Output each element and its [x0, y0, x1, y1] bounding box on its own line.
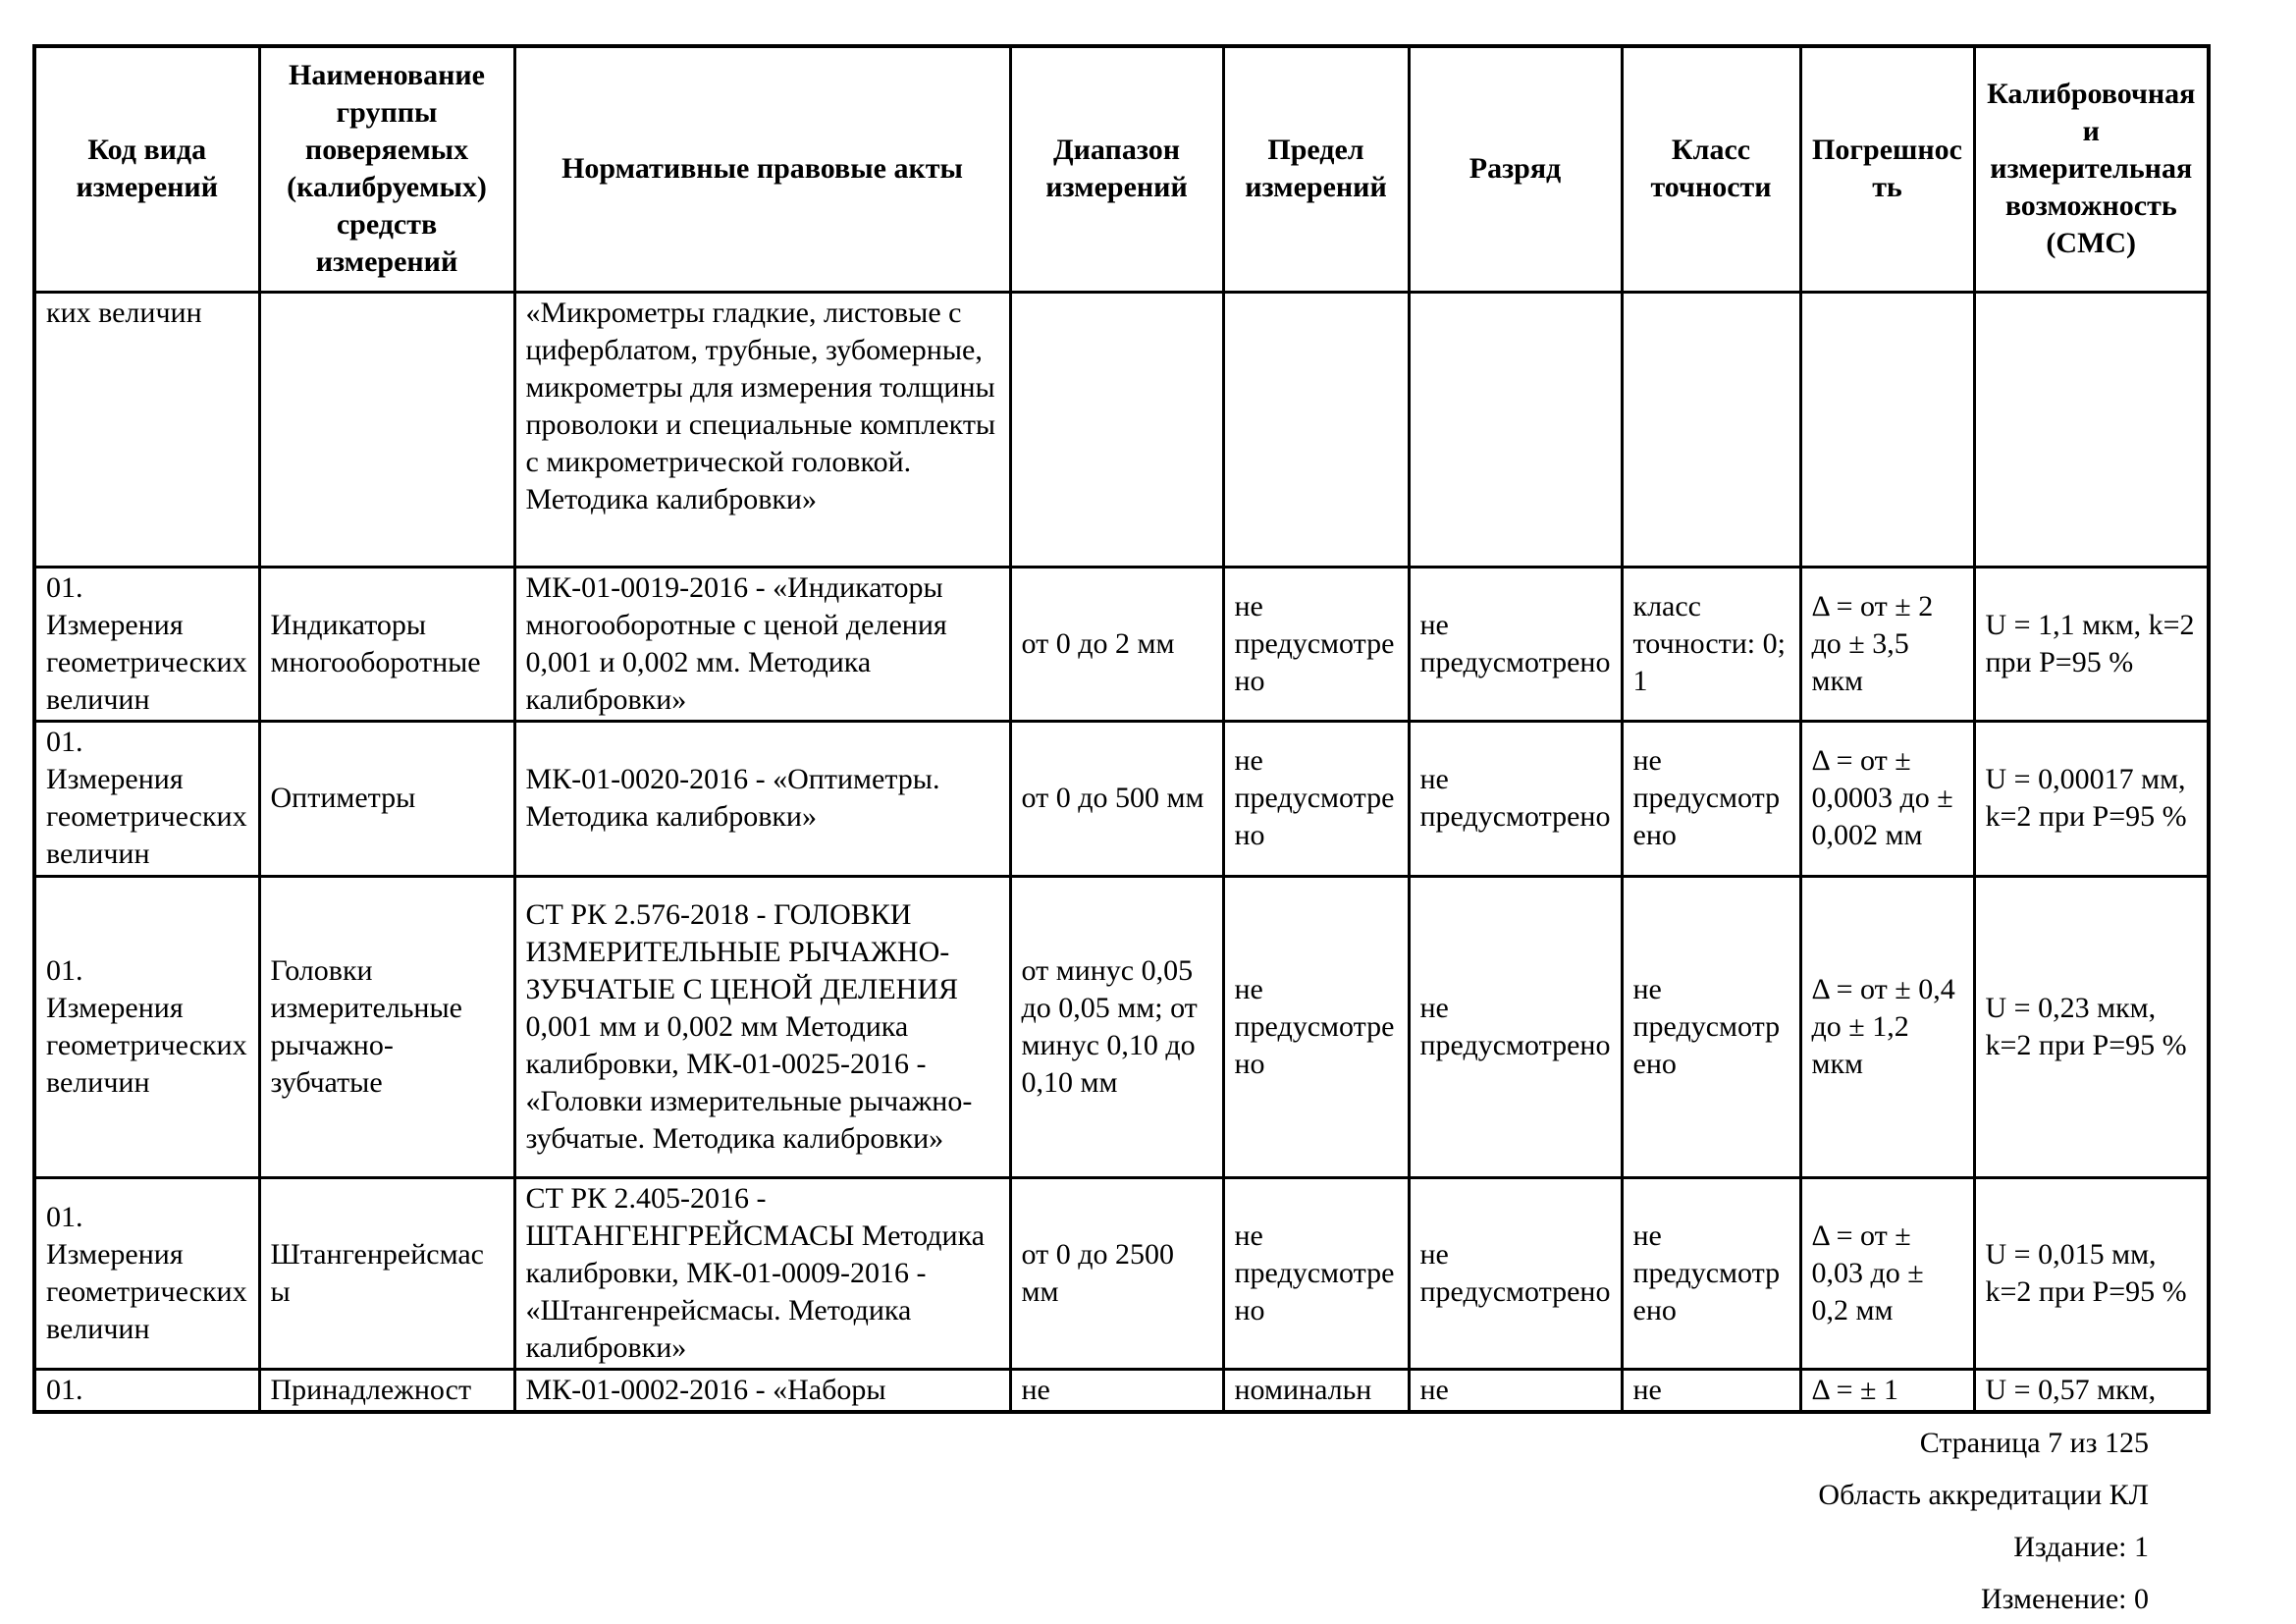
- table-cell: 01. Измерения геометрических величин: [34, 721, 259, 876]
- table-cell: не: [1010, 1369, 1223, 1412]
- table-cell: [1974, 292, 2209, 567]
- table-cell: U = 0,00017 мм, k=2 при Р=95 %: [1974, 721, 2209, 876]
- table-cell: не предусмотрено: [1622, 1177, 1800, 1369]
- footer-line-document-title: Область аккредитации КЛ: [1818, 1479, 2149, 1511]
- table-cell: [1223, 292, 1409, 567]
- table-header-row: [34, 46, 2209, 292]
- table-row: [34, 567, 2209, 721]
- header-cell-range: Диапазон измерений: [1010, 46, 1223, 292]
- table-cell: не предусмотрено: [1409, 876, 1622, 1177]
- table-row: [34, 292, 2209, 567]
- header-cell-rank: Разряд: [1409, 46, 1622, 292]
- table-cell: [1800, 292, 1974, 567]
- page-footer: [1818, 1417, 2149, 1624]
- table-cell: номинальн: [1223, 1369, 1409, 1412]
- table-cell: [1622, 292, 1800, 567]
- table-cell: МК-01-0019-2016 - «Индикаторы многооборотные с ценой деления 0,001 и 0,002 мм. Методика калибровки»: [514, 567, 1010, 721]
- header-cell-error: Погрешность: [1800, 46, 1974, 292]
- table-cell: 01. Измерения геометрических величин: [34, 876, 259, 1177]
- header-cell-limit: Предел измерений: [1223, 46, 1409, 292]
- table-cell: от 0 до 2 мм: [1010, 567, 1223, 721]
- header-cell-accuracy-class: Класс точности: [1622, 46, 1800, 292]
- table-cell: не: [1409, 1369, 1622, 1412]
- table-cell: Головки измерительные рычажно-зубчатые: [259, 876, 514, 1177]
- table-cell: не предусмотрено: [1622, 721, 1800, 876]
- table-cell: Δ = от ± 0,0003 до ± 0,002 мм: [1800, 721, 1974, 876]
- table-cell: от 0 до 500 мм: [1010, 721, 1223, 876]
- footer-line-revision: Изменение: 0: [1980, 1583, 2149, 1615]
- table-cell: 01. Измерения геометрических величин: [34, 1177, 259, 1369]
- table-cell: не предусмотрено: [1223, 1177, 1409, 1369]
- table-cell: не предусмотрено: [1409, 1177, 1622, 1369]
- table-cell: от 0 до 2500 мм: [1010, 1177, 1223, 1369]
- header-cell-group-name: Наименование группы поверяемых (калибруемых) средств измерений: [259, 46, 514, 292]
- header-cell-cmc: Калибровочная и измерительная возможность (СМС): [1974, 46, 2209, 292]
- footer-line-page-number: Страница 7 из 125: [1919, 1427, 2149, 1459]
- table-cell: ких величин: [34, 292, 259, 567]
- table-cell: не предусмотрено: [1223, 876, 1409, 1177]
- table-row: [34, 721, 2209, 876]
- table-cell: СТ РК 2.576-2018 - ГОЛОВКИ ИЗМЕРИТЕЛЬНЫЕ РЫЧАЖНО-ЗУБЧАТЫЕ С ЦЕНОЙ ДЕЛЕНИЯ 0,001 мм и 0,002 мм Методика калибровки, МК-01-0025-2016 - «Головки измерительные рычажно-зубчатые. Методика калибровки»: [514, 876, 1010, 1177]
- accreditation-scope-table: [32, 44, 2211, 1414]
- table-cell: не предусмотрено: [1223, 567, 1409, 721]
- table-cell: Штангенрейсмасы: [259, 1177, 514, 1369]
- table-row: [34, 1177, 2209, 1369]
- table-cell: [1010, 292, 1223, 567]
- table-cell: U = 0,015 мм, k=2 при Р=95 %: [1974, 1177, 2209, 1369]
- table-cell: МК-01-0002-2016 - «Наборы: [514, 1369, 1010, 1412]
- table-cell: не предусмотрено: [1223, 721, 1409, 876]
- table-cell: [259, 292, 514, 567]
- footer-line-edition: Издание: 1: [2013, 1531, 2149, 1563]
- table-cell: не предусмотрено: [1409, 721, 1622, 876]
- table-cell: 01. Измерения геометрических величин: [34, 567, 259, 721]
- table-cell: от минус 0,05 до 0,05 мм; от минус 0,10 до 0,10 мм: [1010, 876, 1223, 1177]
- header-cell-code: Код вида измерений: [34, 46, 259, 292]
- table-cell: не: [1622, 1369, 1800, 1412]
- table-cell: Δ = от ± 0,4 до ± 1,2 мкм: [1800, 876, 1974, 1177]
- table-row: [34, 1369, 2209, 1412]
- table-cell: не предусмотрено: [1409, 567, 1622, 721]
- table-cell: U = 1,1 мкм, k=2 при Р=95 %: [1974, 567, 2209, 721]
- table-cell: МК-01-0020-2016 - «Оптиметры. Методика калибровки»: [514, 721, 1010, 876]
- table-cell: 01.: [34, 1369, 259, 1412]
- header-cell-normative-acts: Нормативные правовые акты: [514, 46, 1010, 292]
- table-cell: класс точности: 0; 1: [1622, 567, 1800, 721]
- table-cell: Оптиметры: [259, 721, 514, 876]
- table-cell: U = 0,57 мкм,: [1974, 1369, 2209, 1412]
- table-cell: СТ РК 2.405-2016 - ШТАНГЕНГРЕЙСМАСЫ Методика калибровки, МК-01-0009-2016 - «Штангенрейсмасы. Методика калибровки»: [514, 1177, 1010, 1369]
- table-cell: U = 0,23 мкм, k=2 при Р=95 %: [1974, 876, 2209, 1177]
- table-cell: Δ = от ± 2 до ± 3,5 мкм: [1800, 567, 1974, 721]
- table-cell: не предусмотрено: [1622, 876, 1800, 1177]
- table-row: [34, 876, 2209, 1177]
- table-cell: Δ = ± 1: [1800, 1369, 1974, 1412]
- table-cell: Принадлежност: [259, 1369, 514, 1412]
- table-cell: Δ = от ± 0,03 до ± 0,2 мм: [1800, 1177, 1974, 1369]
- table-cell: Индикаторы многооборотные: [259, 567, 514, 721]
- table-cell: «Микрометры гладкие, листовые с циферблатом, трубные, зубомерные, микрометры для измерения толщины проволоки и специальные комплекты с микрометрической головкой. Методика калибровки»: [514, 292, 1010, 567]
- table-cell: [1409, 292, 1622, 567]
